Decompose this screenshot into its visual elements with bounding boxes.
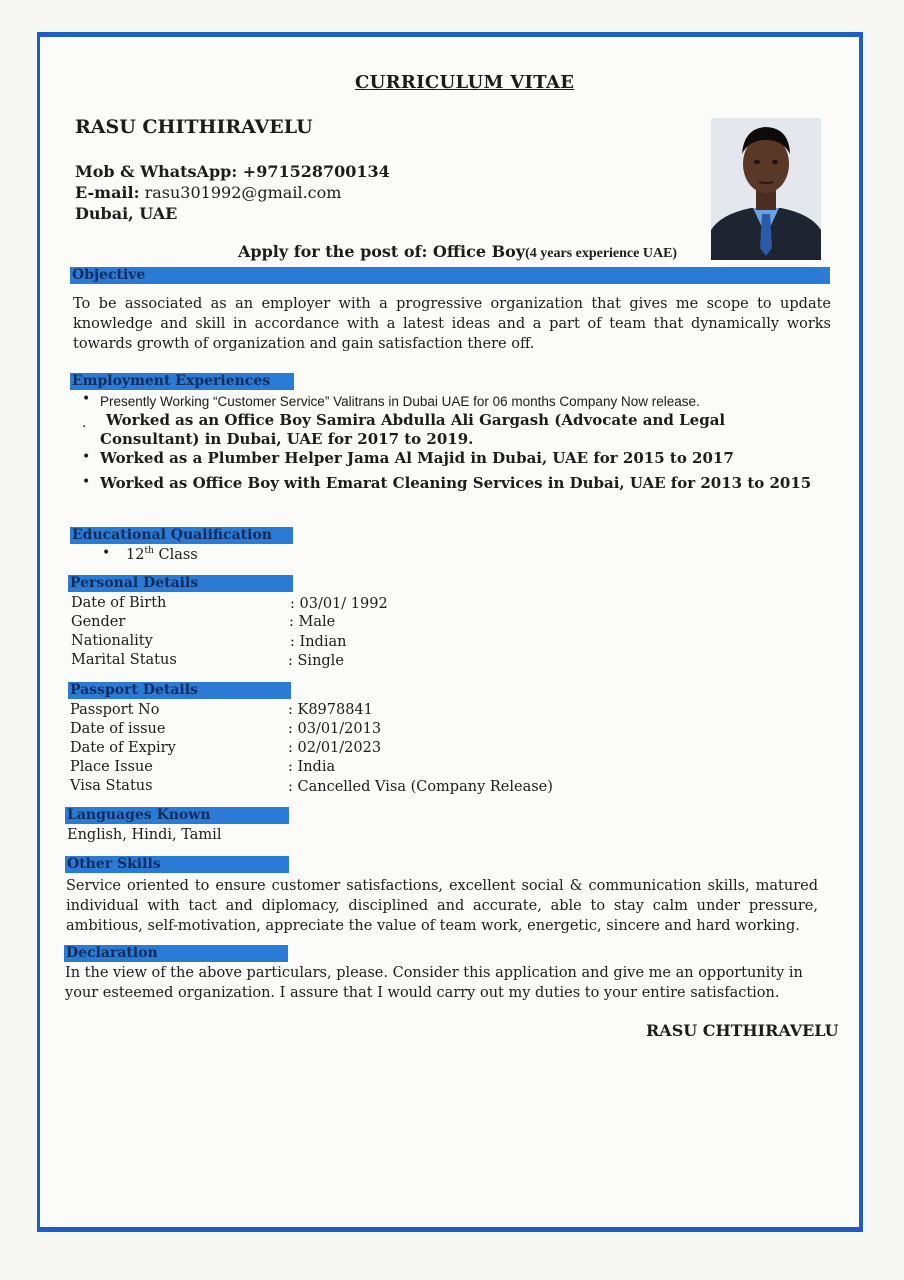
passport-value: : 02/01/2023: [288, 740, 382, 756]
personal-heading: Personal Details: [68, 575, 293, 592]
passport-label: Visa Status: [70, 778, 153, 794]
employment-item: Presently Working “Customer Service” Valitrans in Dubai UAE for 06 months Company Now release.: [100, 394, 700, 409]
mobile-value: +971528700134: [242, 162, 390, 181]
education-item: 12th Class: [126, 546, 198, 563]
bullet: •: [82, 474, 91, 490]
bullet: •: [82, 391, 91, 407]
personal-value: : Single: [288, 653, 344, 669]
employment-heading: Employment Experiences: [70, 373, 294, 390]
passport-label: Date of issue: [70, 721, 166, 737]
objective-text: To be associated as an employer with a progressive organization that gives me scope to update knowledge and skill in accordance with a latest ideas and a part of team that dynamically works towards growth of organization and gain satisfaction there off.: [73, 296, 831, 352]
personal-value: : 03/01/ 1992: [290, 596, 388, 612]
document-title: CURRICULUM VITAE: [355, 72, 575, 93]
personal-value: : Male: [289, 614, 336, 630]
education-heading: Educational Qualification: [70, 527, 293, 544]
declaration-heading: Declaration: [64, 945, 288, 962]
passport-value: : India: [288, 759, 336, 775]
employment-item: Worked as a Plumber Helper Jama Al Majid in Dubai, UAE for 2015 to 2017: [100, 449, 734, 467]
mobile-line: [75, 162, 390, 181]
employment-item-continued: Consultant) in Dubai, UAE for 2017 to 2019.: [100, 430, 474, 448]
employment-item: Worked as an Office Boy Samira Abdulla Ali Gargash (Advocate and Legal: [106, 411, 726, 429]
declaration-text: In the view of the above particulars, please. Consider this application and give me an opportunity in your esteemed organization. I assure that I would carry out my duties to your entire satisfaction.: [65, 965, 803, 1001]
apply-for-post: [238, 242, 677, 262]
passport-label: Passport No: [70, 702, 160, 718]
candidate-name: RASU CHITHIRAVELU: [75, 116, 313, 138]
skills-heading: Other Skills: [65, 856, 289, 873]
languages-text: English, Hindi, Tamil: [67, 827, 222, 843]
skills-text: Service oriented to ensure customer satisfactions, excellent social & communication skills, matured individual with tact and diplomacy, disciplined and accurate, able to stay calm under pressure, ambitious, self-motivation, appreciate the value of team work, energetic, sincere and hard working.: [66, 878, 818, 934]
apply-label: Apply for the post of: Office Boy: [238, 242, 526, 261]
personal-label: Gender: [71, 614, 126, 630]
passport-value: : Cancelled Visa (Company Release): [288, 779, 553, 795]
passport-heading: Passport Details: [68, 682, 291, 699]
employment-item: Worked as Office Boy with Emarat Cleaning Services in Dubai, UAE for 2013 to 2015: [100, 474, 812, 492]
passport-value: : 03/01/2013: [288, 721, 382, 737]
personal-value: : Indian: [290, 634, 347, 650]
personal-label: Nationality: [71, 633, 153, 649]
bullet: •: [82, 449, 91, 465]
objective-heading: Objective: [70, 267, 830, 284]
signature-name: RASU CHTHIRAVELU: [646, 1021, 839, 1040]
mobile-label: Mob & WhatsApp:: [75, 162, 238, 181]
personal-label: Marital Status: [71, 652, 177, 668]
profile-photo: [711, 118, 821, 260]
email-label: E-mail:: [75, 183, 140, 202]
bullet: •: [102, 545, 111, 561]
city-line: Dubai, UAE: [75, 204, 178, 223]
apply-note: (4 years experience UAE): [525, 246, 678, 261]
email-value: rasu301992@gmail.com: [144, 183, 342, 202]
languages-heading: Languages Known: [65, 807, 289, 824]
passport-label: Date of Expiry: [70, 740, 176, 756]
passport-value: : K8978841: [288, 702, 373, 718]
passport-label: Place Issue: [70, 759, 153, 775]
bullet: .: [82, 415, 87, 431]
email-line: [75, 183, 341, 202]
personal-label: Date of Birth: [71, 595, 167, 611]
